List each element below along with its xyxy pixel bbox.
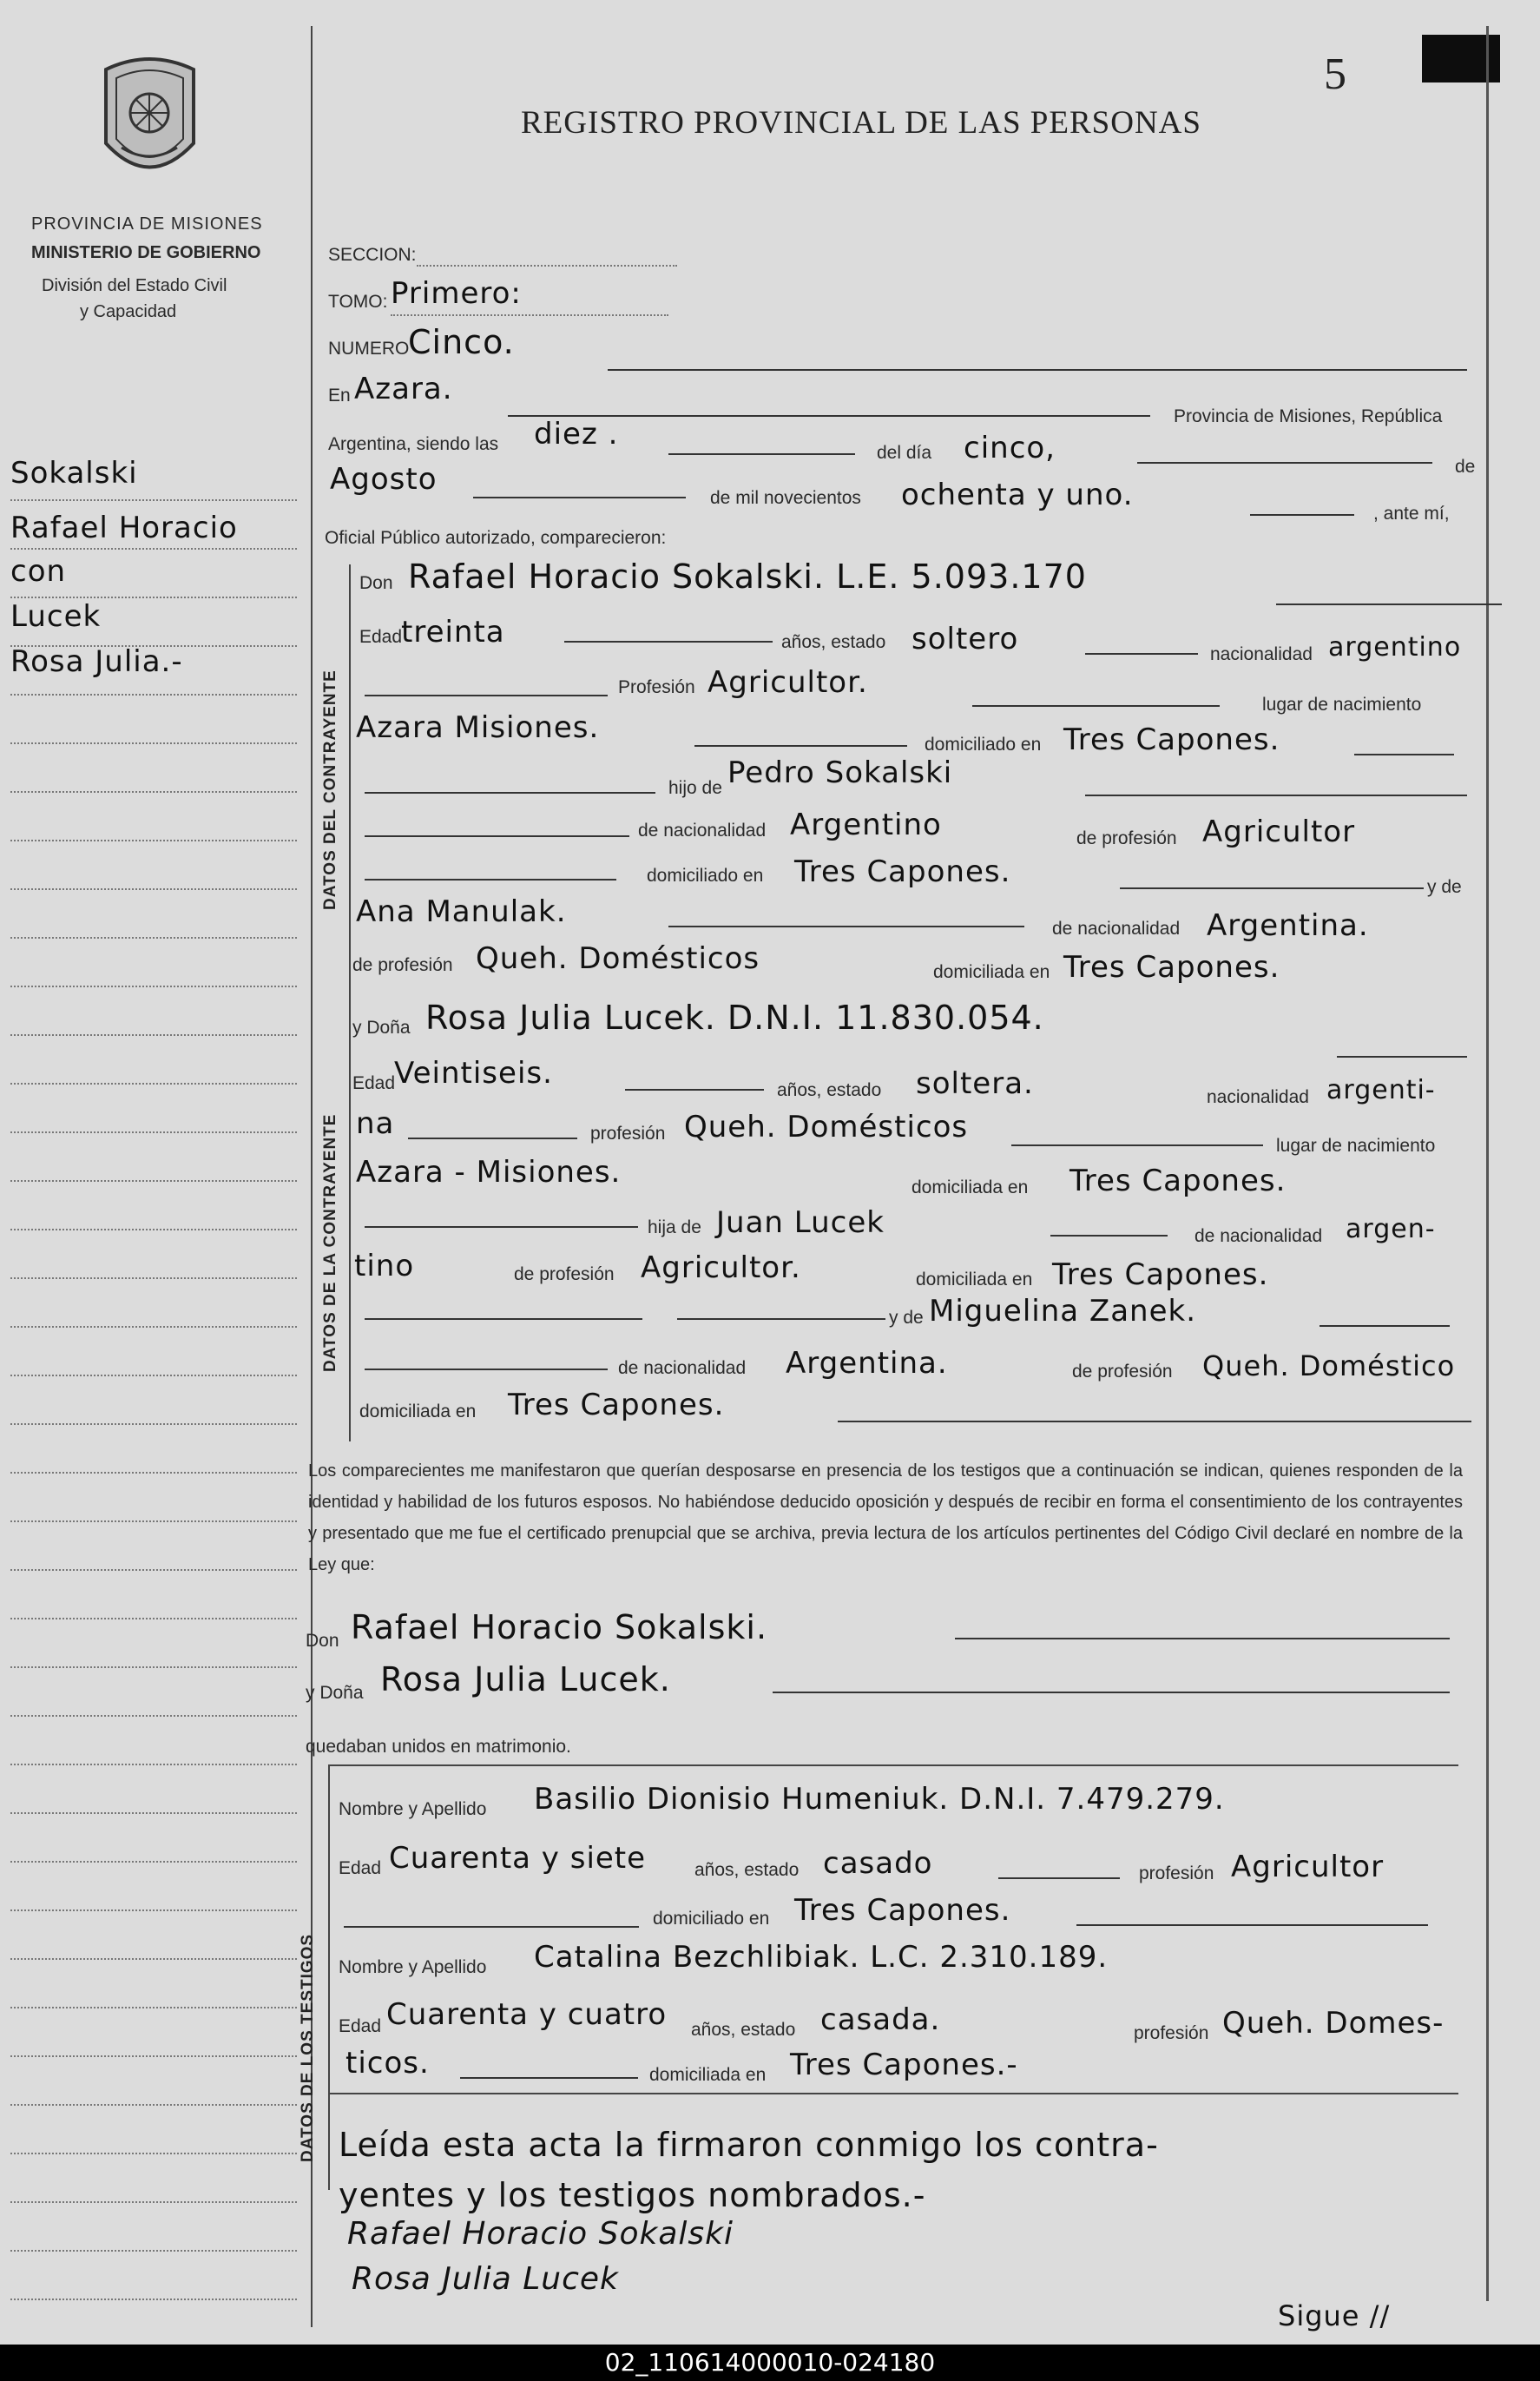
margin-rule xyxy=(10,1861,297,1863)
margin-rule xyxy=(10,2104,297,2106)
t1-dom-label: domiciliado en xyxy=(653,1909,770,1929)
tomo-value: Primero: xyxy=(391,276,522,311)
margin-note-line-2: Rafael Horacio xyxy=(10,511,238,545)
contrayenta-madre-line xyxy=(1320,1325,1450,1327)
padre-dom-prefix-line xyxy=(365,879,616,881)
decl-closing: quedaban unidos en matrimonio. xyxy=(306,1737,571,1757)
contrayenta-madre-nac: Argentina. xyxy=(786,1346,948,1381)
t1-anos-label: años, estado xyxy=(694,1860,800,1880)
contrayente-bracket xyxy=(349,564,351,1007)
en-value: Azara. xyxy=(354,372,453,406)
numero-value: Cinco. xyxy=(408,323,515,361)
madre-nacionalidad: Argentina. xyxy=(1207,908,1369,943)
margin-rule xyxy=(10,1958,297,1960)
contrayenta-domicilio: Tres Capones. xyxy=(1069,1164,1287,1198)
t1-estado: casado xyxy=(823,1846,933,1881)
t1-prof-label: profesión xyxy=(1139,1863,1214,1883)
t2-dom-label: domiciliada en xyxy=(649,2065,767,2085)
province-label: PROVINCIA DE MISIONES xyxy=(31,214,263,234)
margin-rule xyxy=(10,2007,297,2008)
y-de-label: y de xyxy=(1427,877,1462,897)
contrayente-domicilio: Tres Capones. xyxy=(1063,722,1280,757)
margin-rule xyxy=(10,742,297,744)
madre-domicilio: Tres Capones. xyxy=(1063,950,1280,985)
margin-rule xyxy=(10,694,297,696)
margin-rule xyxy=(10,2201,297,2203)
margin-rule xyxy=(10,2250,297,2252)
hijo-label: hijo de xyxy=(668,778,722,798)
t2-prof-label: profesión xyxy=(1134,2023,1209,2043)
t2-name-label: Nombre y Apellido xyxy=(339,1957,487,1977)
margin-rule xyxy=(10,1715,297,1717)
margin-rule xyxy=(10,1375,297,1376)
provincia-text: Provincia de Misiones, República xyxy=(1174,406,1443,426)
contrayente-section-label: DATOS DEL CONTRAYENTE xyxy=(321,669,339,910)
provincial-seal-icon xyxy=(95,52,204,191)
margin-rule xyxy=(10,1666,297,1668)
contrayenta-madre-dom-label: domiciliada en xyxy=(359,1402,477,1421)
margin-rule xyxy=(10,1764,297,1765)
padre-dom-label: domiciliado en xyxy=(647,866,764,886)
declaration-paragraph: Los comparecientes me manifestaron que querían desposarse en presencia de los testigos que a continuación se indican, quienes responden de la identidad y habilidad de los futuros esposos. No habiéndose deducido oposición y después de recibir en forma el consentimiento de los contrayentes y presentado que me fue el certificado prenupcial que se archiva, previa lectura de los artículos pertinentes del Código Civil declaré en nombre de la Ley que: xyxy=(308,1461,1463,1574)
margin-rule xyxy=(10,888,297,890)
contrayenta-madre: Miguelina Zanek. xyxy=(929,1294,1197,1329)
mes-line xyxy=(473,497,686,498)
t1-dom-prefix-line xyxy=(344,1926,639,1928)
tomo-line xyxy=(391,314,668,316)
don-label: Don xyxy=(359,573,393,593)
numero-line xyxy=(608,369,1467,371)
decl-dona-line xyxy=(773,1692,1450,1693)
del-dia-label: del día xyxy=(877,443,932,463)
contrayenta-madre-dom: Tres Capones. xyxy=(508,1388,725,1422)
contrayente-lugar-line xyxy=(694,745,907,747)
contrayente-edad-line xyxy=(564,641,773,643)
contrayenta-dom-label: domiciliada en xyxy=(911,1177,1029,1197)
testigos-bottom-rule xyxy=(330,2093,1458,2094)
margin-note-line-5: Rosa Julia.- xyxy=(10,644,183,679)
margin-rule xyxy=(10,2299,297,2300)
padre-prof-label: de profesión xyxy=(1076,828,1177,848)
t1-estado-line xyxy=(998,1877,1120,1879)
padre-nac-prefix-line xyxy=(365,835,629,837)
margin-rule xyxy=(10,597,297,598)
t1-dom: Tres Capones. xyxy=(794,1893,1011,1928)
contrayente-name-line xyxy=(1276,603,1502,605)
signature-1: Rafael Horacio Sokalski xyxy=(347,2216,734,2252)
contrayenta-edad-line xyxy=(625,1089,764,1091)
contrayenta-padre-nac-cont: tino xyxy=(354,1249,415,1283)
contrayenta-section-label: DATOS DE LA CONTRAYENTE xyxy=(321,1113,339,1372)
margin-note-line-3: con xyxy=(10,554,67,589)
ministry-label: MINISTERIO DE GOBIERNO xyxy=(31,243,261,262)
contrayente-dom-line xyxy=(1354,754,1454,755)
contrayente-prof-label: Profesión xyxy=(618,677,695,697)
contrayente-lugar-label: lugar de nacimiento xyxy=(1262,695,1422,715)
decl-don-line xyxy=(955,1638,1450,1639)
right-border xyxy=(1486,26,1489,2301)
decl-dona-label: y Doña xyxy=(306,1683,364,1703)
contrayente-profesion: Agricultor. xyxy=(707,665,868,700)
contrayente-estado: soltero xyxy=(911,622,1019,656)
en-label: En xyxy=(328,386,351,406)
margin-note-line-4: Lucek xyxy=(10,599,102,634)
contrayenta-nac-cont-line xyxy=(408,1138,577,1139)
division-label-1: División del Estado Civil xyxy=(42,276,227,295)
margin-rule xyxy=(10,1229,297,1230)
t1-dom-line xyxy=(1076,1924,1428,1926)
contrayente-prof-line xyxy=(972,705,1220,707)
footer-id: 02_110614000010-024180 xyxy=(0,2345,1540,2381)
margin-rule xyxy=(10,840,297,841)
contrayenta-edad-label: Edad xyxy=(352,1073,396,1093)
contrayente-prof-prefix-line xyxy=(365,695,608,696)
margin-rule xyxy=(10,2055,297,2057)
margin-rule xyxy=(10,1326,297,1328)
contrayenta-padre-nac-label: de nacionalidad xyxy=(1194,1226,1323,1246)
contrayenta-padre-dom-label: domiciliada en xyxy=(916,1270,1033,1289)
contrayenta-padre-prof-label: de profesión xyxy=(514,1264,615,1284)
contrayente-anos-label: años, estado xyxy=(781,632,886,652)
tomo-label: TOMO: xyxy=(328,292,388,312)
contrayenta-prof-line xyxy=(1011,1144,1263,1146)
de-label: de xyxy=(1455,457,1476,477)
contrayenta-madre-prof: Queh. Doméstico xyxy=(1202,1349,1456,1382)
contrayenta-padre-prof: Agricultor. xyxy=(641,1250,801,1285)
margin-rule xyxy=(10,1083,297,1085)
t1-prof: Agricultor xyxy=(1231,1850,1385,1884)
margin-rule xyxy=(10,1180,297,1182)
t1-name-label: Nombre y Apellido xyxy=(339,1799,487,1819)
contrayente-nac-label: nacionalidad xyxy=(1210,644,1313,664)
padre-name: Pedro Sokalski xyxy=(727,755,953,790)
madre-prof-label: de profesión xyxy=(352,955,453,975)
division-label-2: y Capacidad xyxy=(80,302,177,321)
margin-rule xyxy=(10,1909,297,1911)
dia-line xyxy=(1137,462,1432,464)
margin-rule xyxy=(10,791,297,793)
contrayenta-bracket xyxy=(349,1007,351,1441)
margin-rule xyxy=(10,986,297,987)
argentina-text: Argentina, siendo las xyxy=(328,434,499,454)
margin-rule xyxy=(10,1131,297,1133)
numero-label: NUMERO xyxy=(328,339,410,359)
contrayenta-anos-label: años, estado xyxy=(777,1080,882,1100)
page-number: 5 xyxy=(1324,49,1346,99)
margin-rule xyxy=(10,1618,297,1619)
contrayenta-nacionalidad-cont: na xyxy=(356,1106,395,1141)
hijo-prefix-line xyxy=(365,792,655,794)
mes-value: Agosto xyxy=(330,462,438,497)
contrayenta-nacionalidad: argenti- xyxy=(1326,1075,1436,1105)
t1-edad: Cuarenta y siete xyxy=(389,1841,647,1876)
contrayenta-lugar-label: lugar de nacimiento xyxy=(1276,1136,1436,1156)
testigos-top-rule xyxy=(330,1764,1458,1766)
contrayenta-profesion: Queh. Domésticos xyxy=(684,1110,969,1144)
contrayenta-name: Rosa Julia Lucek. D.N.I. 11.830.054. xyxy=(425,999,1044,1037)
contrayenta-nac-label: nacionalidad xyxy=(1207,1087,1309,1107)
contrayente-lugar: Azara Misiones. xyxy=(356,710,600,745)
contrayente-dom-label: domiciliado en xyxy=(925,735,1042,755)
contrayenta-edad: Veintiseis. xyxy=(394,1056,553,1091)
t2-edad: Cuarenta y cuatro xyxy=(386,1997,668,2032)
margin-rule xyxy=(10,499,297,501)
contrayenta-madre-nac-prefix-line xyxy=(365,1369,608,1370)
margin-rule xyxy=(10,1472,297,1474)
margin-rule xyxy=(10,937,297,939)
t2-estado: casada. xyxy=(820,2002,941,2037)
padre-line xyxy=(1085,795,1467,796)
madre-line xyxy=(668,926,1024,927)
margin-rule xyxy=(10,1034,297,1036)
hora-line xyxy=(668,453,855,455)
dia-value: cinco, xyxy=(964,431,1056,465)
padre-nacionalidad: Argentino xyxy=(790,808,942,842)
padre-dom-line xyxy=(1120,887,1424,889)
seccion-label: SECCION: xyxy=(328,245,417,265)
t2-dom: Tres Capones.- xyxy=(790,2048,1018,2082)
anio-value: ochenta y uno. xyxy=(901,478,1134,512)
contrayenta-madre-dom-line xyxy=(838,1421,1471,1422)
t1-edad-label: Edad xyxy=(339,1858,382,1878)
closing-line-1: Leída esta acta la firmaron conmigo los contra- xyxy=(339,2126,1159,2164)
madre-profesion: Queh. Domésticos xyxy=(476,941,760,976)
hija-label: hija de xyxy=(648,1217,701,1237)
margin-rule xyxy=(10,1812,297,1814)
contrayenta-name-line xyxy=(1337,1056,1467,1058)
t2-anos-label: años, estado xyxy=(691,2020,796,2040)
contrayenta-madre-prefix-line xyxy=(365,1318,642,1320)
closing-line-2: yentes y los testigos nombrados.- xyxy=(339,2176,926,2214)
contrayenta-madre-nac-label: de nacionalidad xyxy=(618,1358,747,1378)
decl-dona-name: Rosa Julia Lucek. xyxy=(380,1660,671,1698)
padre-nac-label: de nacionalidad xyxy=(638,821,767,841)
contrayenta-prof-label: profesión xyxy=(590,1124,666,1144)
contrayenta-madre-prof-label: de profesión xyxy=(1072,1362,1173,1382)
page-title: REGISTRO PROVINCIAL DE LAS PERSONAS xyxy=(521,105,1201,141)
testigos-bracket xyxy=(328,1764,330,2190)
seccion-line xyxy=(417,265,677,267)
margin-note-line-1: Sokalski xyxy=(10,456,138,491)
contrayenta-estado: soltera. xyxy=(916,1066,1034,1101)
madre-name: Ana Manulak. xyxy=(356,894,567,929)
margin-rule xyxy=(10,2153,297,2154)
margin-rule xyxy=(10,548,297,550)
margin-rule xyxy=(10,1520,297,1522)
contrayente-nacionalidad: argentino xyxy=(1328,632,1462,663)
margin-rule xyxy=(10,1423,297,1425)
contrayenta-padre-nac: argen- xyxy=(1346,1214,1436,1244)
t2-prof-cont: ticos. xyxy=(346,2046,430,2081)
hija-prefix-line xyxy=(365,1226,638,1228)
oficial-text: Oficial Público autorizado, comparecieron: xyxy=(325,528,667,548)
padre-profesion: Agricultor xyxy=(1202,815,1356,849)
madre-nac-label: de nacionalidad xyxy=(1052,919,1181,939)
ante-label: , ante mí, xyxy=(1373,504,1450,524)
sigue-note: Sigue // xyxy=(1278,2299,1391,2332)
contrayente-edad: treinta xyxy=(401,615,505,650)
margin-rule xyxy=(10,1277,297,1279)
decl-don-name: Rafael Horacio Sokalski. xyxy=(351,1608,768,1646)
contrayenta-y-de-label: y de xyxy=(889,1308,924,1328)
contrayente-edad-label: Edad xyxy=(359,627,403,647)
contrayenta-madre-prefix-line-2 xyxy=(677,1318,885,1320)
dona-label: y Doña xyxy=(352,1018,411,1038)
contrayenta-padre-line xyxy=(1050,1235,1168,1237)
testigos-section-label: DATOS DE LOS TESTIGOS xyxy=(299,1933,317,2162)
contrayenta-padre: Juan Lucek xyxy=(716,1205,885,1240)
anio-line xyxy=(1250,514,1354,516)
t2-name: Catalina Bezchlibiak. L.C. 2.310.189. xyxy=(534,1940,1109,1975)
signature-2: Rosa Julia Lucek xyxy=(352,2261,619,2297)
contrayenta-lugar: Azara - Misiones. xyxy=(356,1155,622,1190)
decl-don-label: Don xyxy=(306,1631,339,1651)
padre-domicilio: Tres Capones. xyxy=(794,854,1011,889)
t2-prof: Queh. Domes- xyxy=(1222,2006,1445,2041)
margin-rule xyxy=(10,1569,297,1571)
contrayente-estado-line xyxy=(1085,653,1198,655)
hora-value: diez . xyxy=(534,417,619,452)
madre-dom-label: domiciliada en xyxy=(933,962,1050,982)
t1-name: Basilio Dionisio Humeniuk. D.N.I. 7.479.279. xyxy=(534,1782,1225,1817)
contrayenta-padre-dom: Tres Capones. xyxy=(1052,1257,1269,1292)
contrayente-name: Rafael Horacio Sokalski. L.E. 5.093.170 xyxy=(408,557,1087,596)
mil-label: de mil novecientos xyxy=(710,488,861,508)
t2-prof-cont-line xyxy=(460,2077,638,2079)
t2-edad-label: Edad xyxy=(339,2016,382,2036)
